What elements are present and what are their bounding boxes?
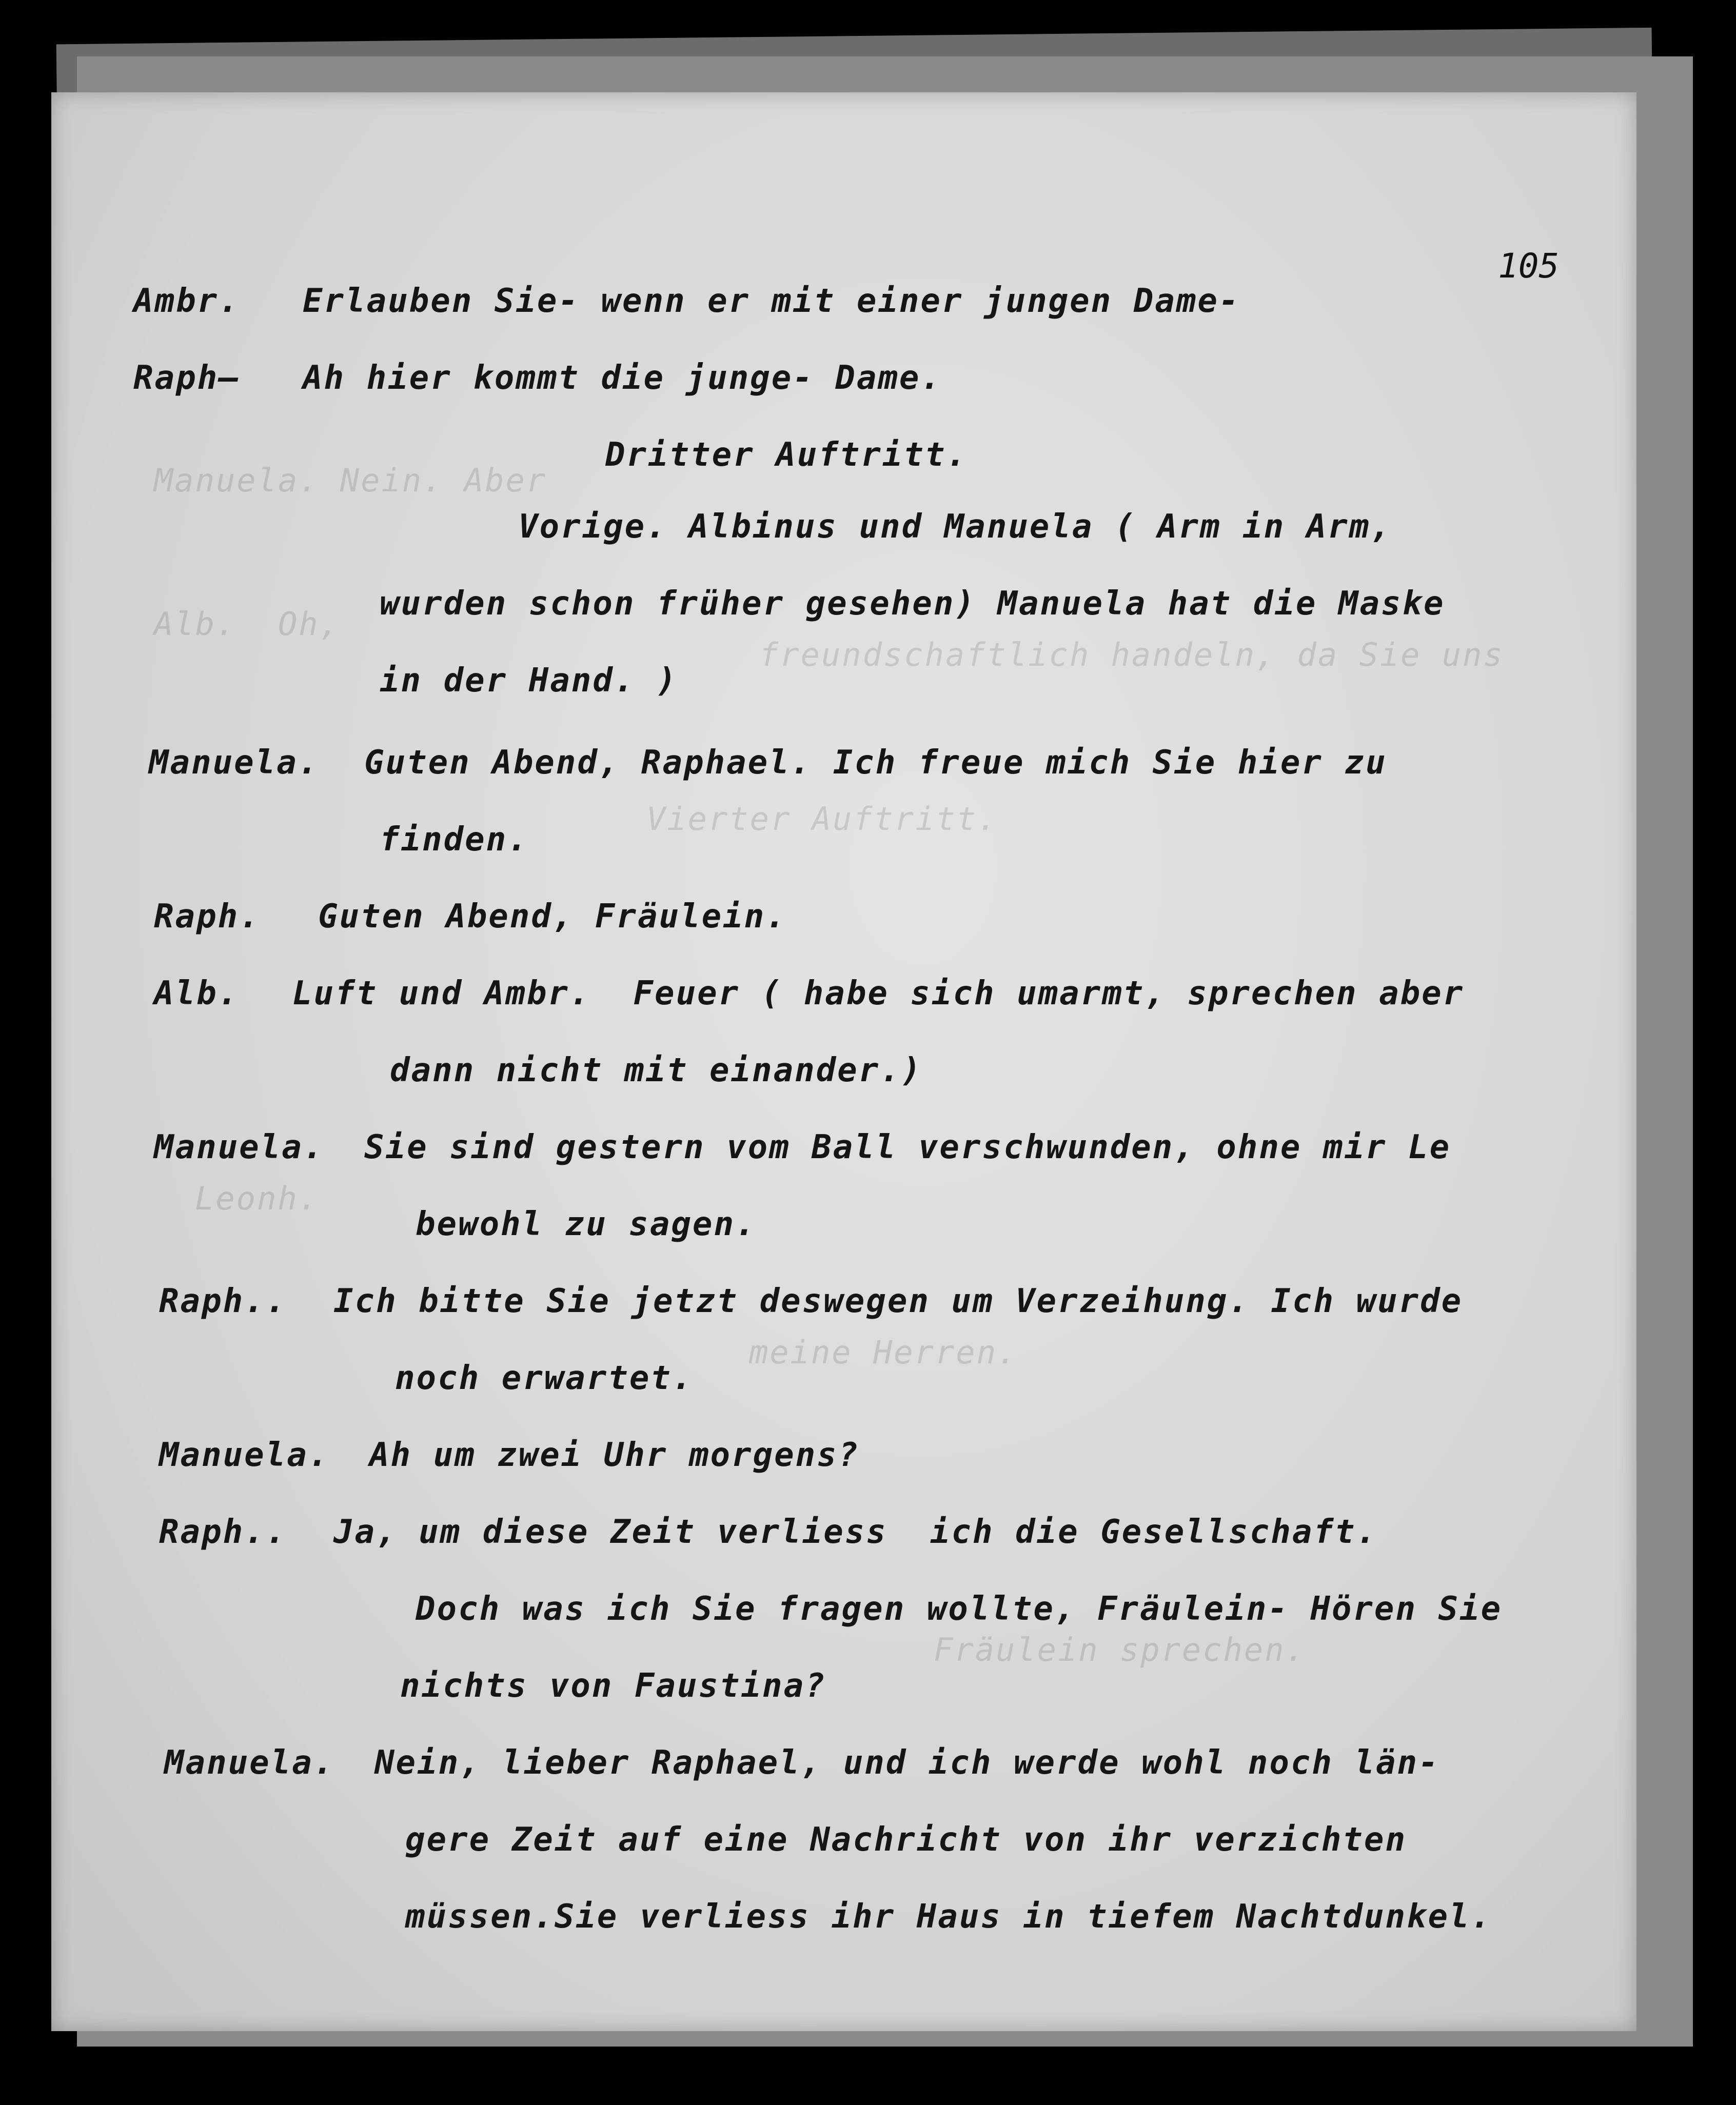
dialogue-line <box>133 282 1240 320</box>
line-text: Guten Abend, Fräulein. <box>318 898 787 936</box>
line-text: in der Hand. ) <box>380 662 678 700</box>
bleed-text: meine Herren. <box>749 1334 1018 1371</box>
bleed-text: Fräulein sprechen. <box>934 1631 1306 1669</box>
dialogue-line <box>405 1821 1407 1859</box>
dialogue-line <box>416 1205 757 1243</box>
line-text: dann nicht mit einander.) <box>390 1051 923 1089</box>
dialogue-line <box>405 1898 1492 1936</box>
dialogue-line <box>390 1051 922 1089</box>
dialogue-line <box>154 1128 1451 1166</box>
line-text: müssen.Sie verliess ihr Haus in tiefem Nachtdunkel. <box>405 1898 1492 1936</box>
speaker-name: Raph— <box>133 359 240 397</box>
line-text: gere Zeit auf eine Nachricht von ihr verzichten <box>405 1821 1407 1859</box>
dialogue-line <box>400 1667 826 1705</box>
bleed-text: freundschaftlich handeln, da Sie uns <box>759 636 1504 673</box>
line-text: Luft und Ambr. Feuer ( habe sich umarmt, sprechen aber <box>292 975 1465 1012</box>
line-text: wurden schon früher gesehen) Manuela hat die Maske <box>380 585 1445 623</box>
line-text: Nein, lieber Raphael, und ich werde wohl noch län- <box>374 1744 1440 1782</box>
dialogue-line <box>154 898 787 936</box>
stage-direction <box>518 508 1392 546</box>
stage-direction <box>380 662 678 700</box>
line-text: finden. <box>380 821 529 859</box>
line-text: Erlauben Sie- wenn er mit einer jungen Dame- <box>303 282 1240 320</box>
line-text: Sie sind gestern vom Ball verschwunden, ohne mir Le <box>364 1128 1451 1166</box>
line-text: nichts von Faustina? <box>400 1667 826 1705</box>
speaker-name: Alb. <box>154 975 240 1012</box>
line-text: Doch was ich Sie fragen wollte, Fräulein- Hören Sie <box>416 1590 1503 1628</box>
speaker-name: Manuela. <box>154 1128 325 1166</box>
dialogue-line <box>380 821 529 859</box>
speaker-name: Raph.. <box>159 1282 287 1320</box>
scene-heading <box>605 436 968 474</box>
bleed-text: Leonh. <box>195 1180 319 1217</box>
dialogue-line <box>159 1436 859 1474</box>
line-text: Ich bitte Sie jetzt deswegen um Verzeihung. Ich wurde <box>333 1282 1463 1320</box>
line-text: Guten Abend, Raphael. Ich freue mich Sie hier zu <box>364 744 1387 782</box>
dialogue-line <box>159 1282 1463 1320</box>
line-text: Dritter Auftritt. <box>605 436 968 474</box>
bleed-text: Vierter Auftritt. <box>646 800 998 838</box>
speaker-name: Manuela. <box>159 1436 330 1474</box>
line-text: Ah um zwei Uhr morgens? <box>369 1436 860 1474</box>
speaker-name: Raph. <box>154 898 261 936</box>
speaker-name: Raph.. <box>159 1513 287 1551</box>
bleed-text: Alb. Oh, <box>154 605 340 643</box>
dialogue-line <box>133 359 942 397</box>
dialogue-line <box>159 1513 1377 1551</box>
speaker-name: Manuela. <box>149 744 320 782</box>
dialogue-line <box>164 1744 1440 1782</box>
line-text: Ah hier kommt die junge- Dame. <box>303 359 942 397</box>
bleed-text: Manuela. Nein. Aber <box>154 462 547 499</box>
dialogue-line <box>416 1590 1502 1628</box>
line-text: Ja, um diese Zeit verliess ich die Gesellschaft. <box>333 1513 1378 1551</box>
typescript-page <box>51 92 1636 2031</box>
line-text: noch erwartet. <box>395 1359 694 1397</box>
dialogue-line <box>154 975 1464 1012</box>
line-text: bewohl zu sagen. <box>416 1205 757 1243</box>
speaker-name: Manuela. <box>164 1744 335 1782</box>
dialogue-line <box>149 744 1387 782</box>
speaker-name: Ambr. <box>133 282 240 320</box>
dialogue-line <box>395 1359 693 1397</box>
line-text: Vorige. Albinus und Manuela ( Arm in Arm, <box>518 508 1392 546</box>
stage-direction <box>380 585 1445 623</box>
page-number: 105 <box>1498 246 1560 286</box>
